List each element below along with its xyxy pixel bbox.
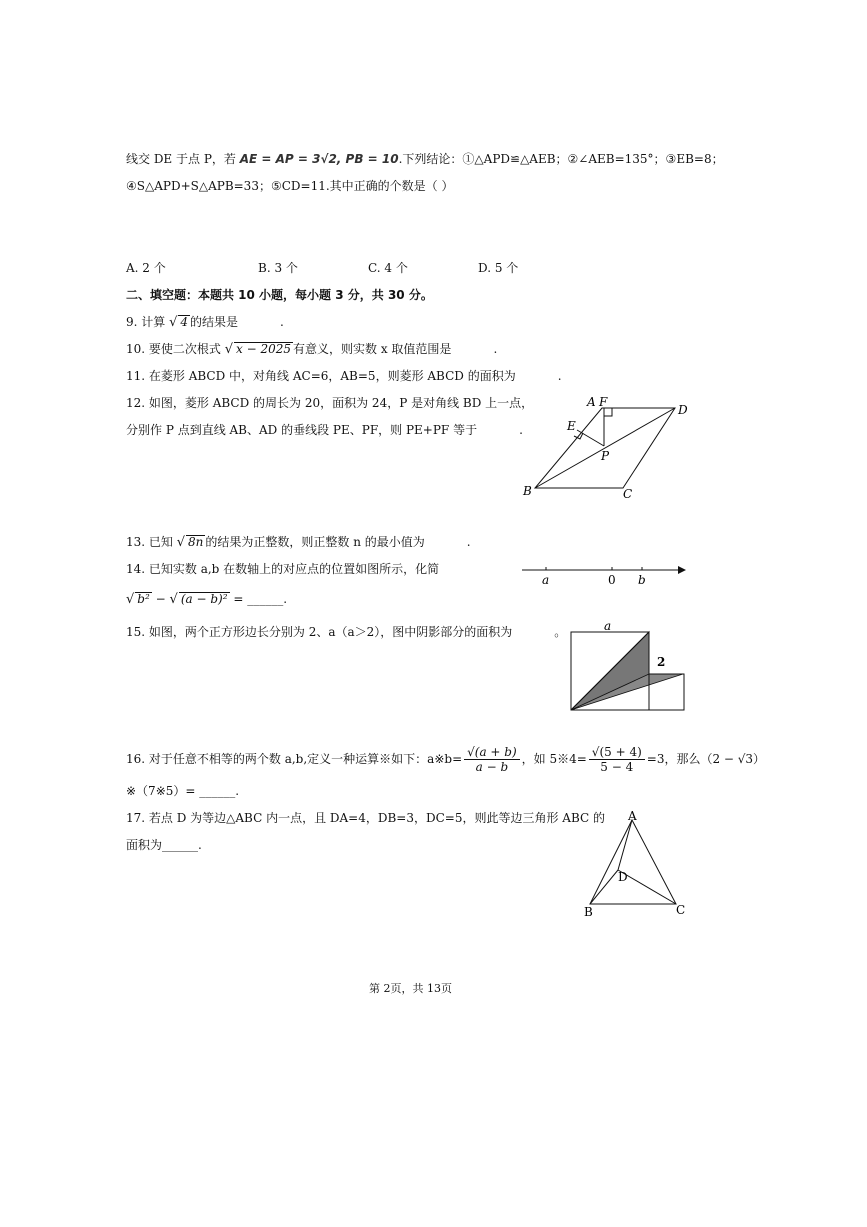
q8-line1-math: AE = AP = 3√2, PB = 10 [239,152,399,166]
label-a: A [587,395,596,409]
q9-post: 的结果是 [190,315,239,329]
q13-radical-sign: √ [176,535,186,550]
q10-end: . [493,342,498,356]
q16-denominator-1: a − b [475,760,509,774]
q16-mid: ，如 5※4= [521,752,587,766]
axis-label-b: b [638,573,646,586]
q16-post: =3，那么（2 − √3） [646,752,766,766]
q8-line2: ④S△APD+S△APB=33；⑤CD=11.其中正确的个数是（ ） [126,179,454,193]
q16-fraction-1 [464,745,520,774]
q16-line2: ※（7※5）= ______. [126,784,240,798]
triangle-abc [590,820,676,904]
q17-triangle-figure [578,808,690,920]
q15-end: 。 [554,625,567,639]
label-e: E [567,419,576,433]
q15 [126,624,566,640]
q10-radicand: x − 2025 [236,342,292,356]
section-heading: 二、填空题：本题共 10 小题，每小题 3 分，共 30 分。 [126,288,433,302]
q8-line1-pre: 线交 DE 于点 P，若 [126,152,240,166]
q17-line2: 面积为______. [126,838,202,852]
q9-end: . [280,315,284,329]
segment-da [618,820,632,870]
q12-line1: 12. 如图，菱形 ABCD 的周长为 20，面积为 24，P 是对角线 BD 上一点， [126,396,534,410]
q12-line2-text: 分别作 P 点到直线 AB、AD 的垂线段 PE、PF，则 PE+PF 等于 [126,423,478,437]
q15-squares-figure [565,618,691,716]
q12-rhombus-figure [515,390,695,502]
q13-end: . [466,535,471,549]
label-d: D [678,403,688,417]
vertex-label-b: B [584,905,593,919]
label-side-a: a [604,619,612,633]
axis-label-zero: 0 [608,573,616,586]
q9-radical-sign: √ [169,315,178,330]
q14-line1: 14. 已知实数 a,b 在数轴上的对应点的位置如图所示，化简 [126,562,440,576]
q9-pre: 9. 计算 [126,315,166,329]
label-f: F [599,395,608,409]
right-angle-f [604,408,612,416]
q14-eq: = ______. [233,592,288,606]
label-c: C [623,487,633,501]
q14-minus: − [155,592,166,606]
q12-end: . [519,423,523,437]
vertex-label-d: D [618,870,628,884]
q11-end: . [557,369,562,383]
q10 [126,341,497,358]
q8-option-c: C. 4 个 [368,261,408,275]
q8-line1-post: .下列结论：①△APD≌△AEB；②∠AEB=135°；③EB=8； [398,152,724,166]
q8-option-a: A. 2 个 [126,261,166,275]
q13-post: 的结果为正整数，则正整数 n 的最小值为 [205,535,425,549]
q13 [126,534,471,551]
q11-text: 11. 在菱形 ABCD 中，对角线 AC=6，AB=5，则菱形 ABCD 的面积为 [126,369,516,383]
vertex-label-a: A [628,809,637,823]
q16-denominator-2: 5 − 4 [600,760,634,774]
q13-pre: 13. 已知 [126,535,173,549]
q16-pre: 16. 对于任意不相等的两个数 a,b,定义一种运算※如下：a※b= [126,752,463,766]
q10-radical-sign: √ [224,342,234,357]
label-side-2: 2 [657,655,666,669]
q11 [126,368,562,384]
q9 [126,314,284,331]
vertex-label-c: C [676,903,686,917]
q16-line1 [126,743,765,775]
q8-option-b: B. 3 个 [258,261,298,275]
axis-label-a: a [542,573,550,586]
q14-radical-sign-2: √ [169,592,178,607]
q16-numerator-1: √(a + b) [464,745,520,760]
q14-radical-sign-1: √ [126,592,135,607]
q13-radicand: 8n [188,535,204,549]
q12-line2 [126,422,523,438]
q14-line2 [126,591,287,608]
page-footer: 第 2页，共 13页 [369,982,452,995]
q16-fraction-2 [589,745,645,774]
diagonal-bd [535,408,675,488]
q16-numerator-2: √(5 + 4) [589,745,645,760]
q10-post: 有意义，则实数 x 取值范围是 [293,342,452,356]
q14-radicand-1: b² [137,592,150,606]
label-p: P [601,449,610,463]
q15-text: 15. 如图，两个正方形边长分别为 2、a（a＞2），图中阴影部分的面积为 [126,625,513,639]
label-b: B [523,484,532,498]
q9-radicand: 4 [180,315,189,329]
q14-radicand-2: (a − b)² [180,592,228,606]
axis-arrow-icon [678,566,686,574]
q8-option-d: D. 5 个 [478,261,519,275]
q17-line1: 17. 若点 D 为等边△ABC 内一点，且 DA=4，DB=3，DC=5，则此等边三角形 ABC 的 [126,811,606,825]
q8-line1 [126,151,724,167]
q14-number-line [520,560,692,586]
q10-pre: 10. 要使二次根式 [126,342,221,356]
